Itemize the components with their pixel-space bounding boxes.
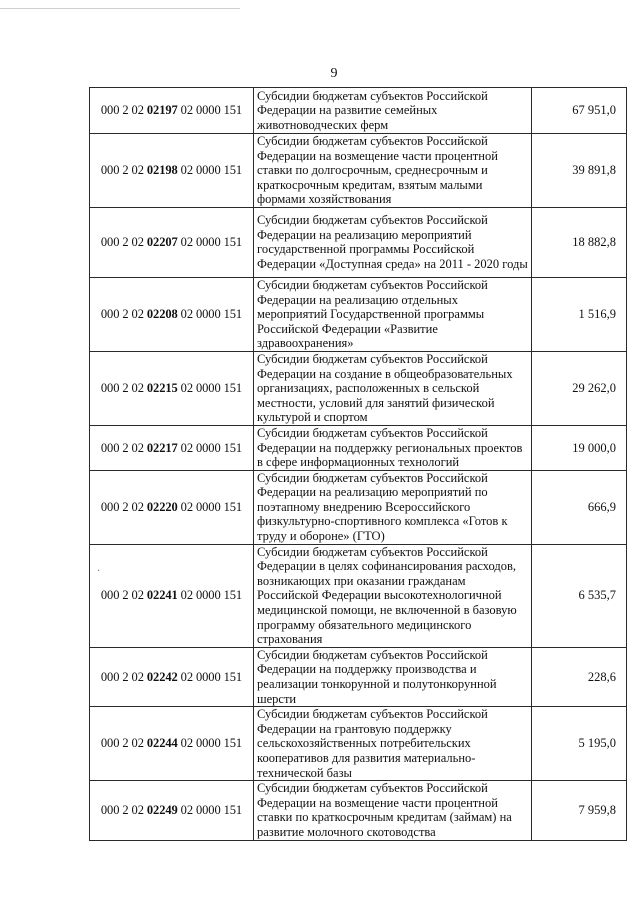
budget-code-cell <box>90 277 254 351</box>
amount-cell: 19 000,0 <box>532 425 627 470</box>
code-suffix: 02 0000 151 <box>177 588 243 603</box>
budget-code-cell <box>90 647 254 706</box>
description-cell: Субсидии бюджетам субъектов Российской Федерации на возмещение части процентной ставки по долгосрочным, среднесрочным и краткосрочным кредитам, взятым малыми формами хозяйствования <box>254 134 532 208</box>
code-suffix: 02 0000 151 <box>177 803 243 818</box>
code-bold-part: 02215 <box>146 381 178 396</box>
page-number: 9 <box>330 66 338 81</box>
code-prefix: 000 2 02 <box>100 235 147 250</box>
amount-cell: 29 262,0 <box>532 351 627 425</box>
code-suffix: 02 0000 151 <box>177 669 243 684</box>
code-prefix: 000 2 02 <box>100 440 147 455</box>
code-bold-part: 02244 <box>146 736 178 751</box>
table-row <box>90 544 627 647</box>
description-cell: Субсидии бюджетам субъектов Российской Федерации на реализацию мероприятий по поэтапному внедрению Всероссийского физкультурно-спортивного комплекса «Готов к труду и обороне» (ГТО) <box>254 470 532 544</box>
code-suffix: 02 0000 151 <box>177 163 243 178</box>
description-cell: Субсидии бюджетам субъектов Российской Федерации на развитие семейных животноводческих ферм <box>254 88 532 134</box>
code-suffix: 02 0000 151 <box>177 235 243 250</box>
code-bold-part: 02198 <box>146 163 178 178</box>
budget-code-cell <box>90 425 254 470</box>
table-row <box>90 207 627 277</box>
budget-code-cell <box>90 88 254 134</box>
code-suffix: 02 0000 151 <box>177 307 243 322</box>
code-prefix: 000 2 02 <box>100 499 147 514</box>
budget-code-cell <box>90 544 254 647</box>
code-suffix: 02 0000 151 <box>177 736 243 751</box>
amount-cell: 1 516,9 <box>532 277 627 351</box>
description-cell: Субсидии бюджетам субъектов Российской Федерации на создание в общеобразовательных организациях, расположенных в сельской местности, условий для занятий физической культурой и спортом <box>254 351 532 425</box>
code-prefix: 000 2 02 <box>100 163 147 178</box>
code-suffix: 02 0000 151 <box>177 103 243 118</box>
table-row <box>90 351 627 425</box>
code-bold-part: 02220 <box>146 499 178 514</box>
amount-cell: 7 959,8 <box>532 781 627 840</box>
table-row <box>90 134 627 208</box>
description-cell: Субсидии бюджетам субъектов Российской Федерации на поддержку производства и реализации тонкорунной и полутонкорунной шерсти <box>254 647 532 706</box>
amount-cell: 6 535,7 <box>532 544 627 647</box>
amount-cell: 5 195,0 <box>532 707 627 781</box>
code-prefix: 000 2 02 <box>100 736 147 751</box>
budget-code-cell <box>90 781 254 840</box>
code-bold-part: 02207 <box>146 235 178 250</box>
amount-cell: 666,9 <box>532 470 627 544</box>
table-row <box>90 647 627 706</box>
code-suffix: 02 0000 151 <box>177 381 243 396</box>
code-bold-part: 02241 <box>146 588 178 603</box>
budget-code-cell <box>90 207 254 277</box>
budget-code-cell <box>90 470 254 544</box>
table-row <box>90 707 627 781</box>
code-bold-part: 02217 <box>146 440 178 455</box>
amount-cell: 67 951,0 <box>532 88 627 134</box>
budget-code-cell <box>90 134 254 208</box>
description-cell: Субсидии бюджетам субъектов Российской Федерации на грантовую поддержку сельскохозяйственных потребительских кооперативов для развития материально-технической базы <box>254 707 532 781</box>
code-prefix: 000 2 02 <box>100 588 147 603</box>
table-row <box>90 277 627 351</box>
description-cell: Субсидии бюджетам субъектов Российской Федерации на возмещение части процентной ставки по краткосрочным кредитам (займам) на развитие молочного скотоводства <box>254 781 532 840</box>
stray-mark: · <box>97 566 101 577</box>
code-bold-part: 02208 <box>146 307 178 322</box>
table-row <box>90 781 627 840</box>
amount-cell: 228,6 <box>532 647 627 706</box>
code-prefix: 000 2 02 <box>100 103 147 118</box>
code-prefix: 000 2 02 <box>100 669 147 684</box>
description-cell: Субсидии бюджетам субъектов Российской Федерации на поддержку региональных проектов в сфере информационных технологий <box>254 425 532 470</box>
amount-cell: 18 882,8 <box>532 207 627 277</box>
table-row <box>90 425 627 470</box>
table-row <box>90 88 627 134</box>
table-row <box>90 470 627 544</box>
scan-edge-line <box>0 8 240 9</box>
description-cell: Субсидии бюджетам субъектов Российской Федерации в целях софинансирования расходов, возникающих при оказании гражданам Российской Федерации высокотехнологичной медицинской помощи, не включенной в базовую программу обязательного медицинского страхования <box>254 544 532 647</box>
subsidies-table <box>89 87 627 841</box>
code-bold-part: 02197 <box>146 103 178 118</box>
budget-code-cell <box>90 707 254 781</box>
code-suffix: 02 0000 151 <box>177 499 243 514</box>
description-cell: Субсидии бюджетам субъектов Российской Федерации на реализацию отдельных мероприятий Государственной программы Российской Федерации «Развитие здравоохранения» <box>254 277 532 351</box>
code-bold-part: 02242 <box>146 669 178 684</box>
code-prefix: 000 2 02 <box>100 381 147 396</box>
code-bold-part: 02249 <box>146 803 178 818</box>
code-prefix: 000 2 02 <box>100 803 147 818</box>
description-cell: Субсидии бюджетам субъектов Российской Федерации на реализацию мероприятий государственной программы Российской Федерации «Доступная среда» на 2011 - 2020 годы <box>254 207 532 277</box>
code-prefix: 000 2 02 <box>100 307 147 322</box>
budget-code-cell <box>90 351 254 425</box>
code-suffix: 02 0000 151 <box>177 440 243 455</box>
amount-cell: 39 891,8 <box>532 134 627 208</box>
